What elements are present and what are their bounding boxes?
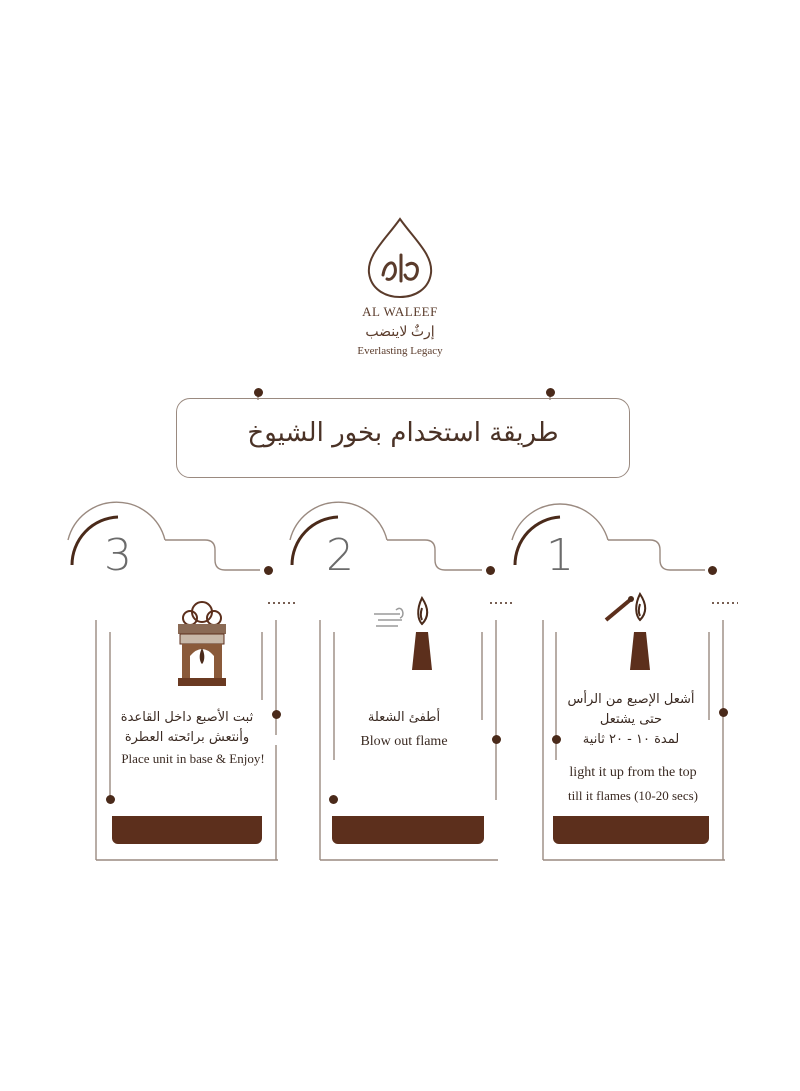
step-3-english: Place unit in base & Enjoy! — [121, 751, 265, 766]
step-3-base-bar — [112, 816, 262, 844]
connector-dot — [708, 566, 717, 575]
step-2-english: Blow out flame — [360, 734, 448, 749]
step-3-arabic-line1: ثبت الأصبع داخل القاعدة — [120, 710, 254, 725]
step-1-arabic-line3: لمدة ١٠ - ٢٠ ثانية — [582, 732, 680, 747]
calligraphy-drop-logo-icon — [355, 215, 445, 300]
connector-dot — [264, 566, 273, 575]
connector-dot — [492, 735, 501, 744]
brand-tagline: Everlasting Legacy — [357, 345, 443, 357]
connector-dot — [106, 795, 115, 804]
step-1-arabic-line2: حتى يشتعل — [599, 712, 663, 727]
brand-name: AL WALEEF — [362, 304, 438, 319]
step-1-english-line1: light it up from the top — [569, 765, 697, 780]
blow-flame-icon — [372, 590, 452, 680]
step-1-arabic-line1: أشعل الإصبع من الرأس — [567, 692, 695, 707]
connector-dot — [486, 566, 495, 575]
brand-arabic-tagline: إرثٌ لاينضب — [365, 325, 435, 340]
step-2-base-bar — [332, 816, 484, 844]
connector-dot — [254, 388, 263, 397]
step-3-arabic-line2: وأنتعش برائحته العطرة — [124, 730, 250, 745]
match-flame-icon — [600, 588, 670, 680]
page-title: طريقة استخدام بخور الشيوخ — [247, 418, 559, 448]
connector-dot — [329, 795, 338, 804]
step-number-3: 3 — [104, 530, 132, 581]
step-1-base-bar — [553, 816, 709, 844]
connector-dot — [719, 708, 728, 717]
step-number-1: 1 — [546, 530, 574, 581]
connector-dot — [546, 388, 555, 397]
step-number-2: 2 — [326, 530, 354, 581]
step-2-arabic: أطفئ الشعلة — [367, 710, 441, 725]
incense-burner-icon — [170, 598, 234, 694]
step-1-english-line2: till it flames (10-20 secs) — [568, 788, 698, 803]
connector-dot — [272, 710, 281, 719]
